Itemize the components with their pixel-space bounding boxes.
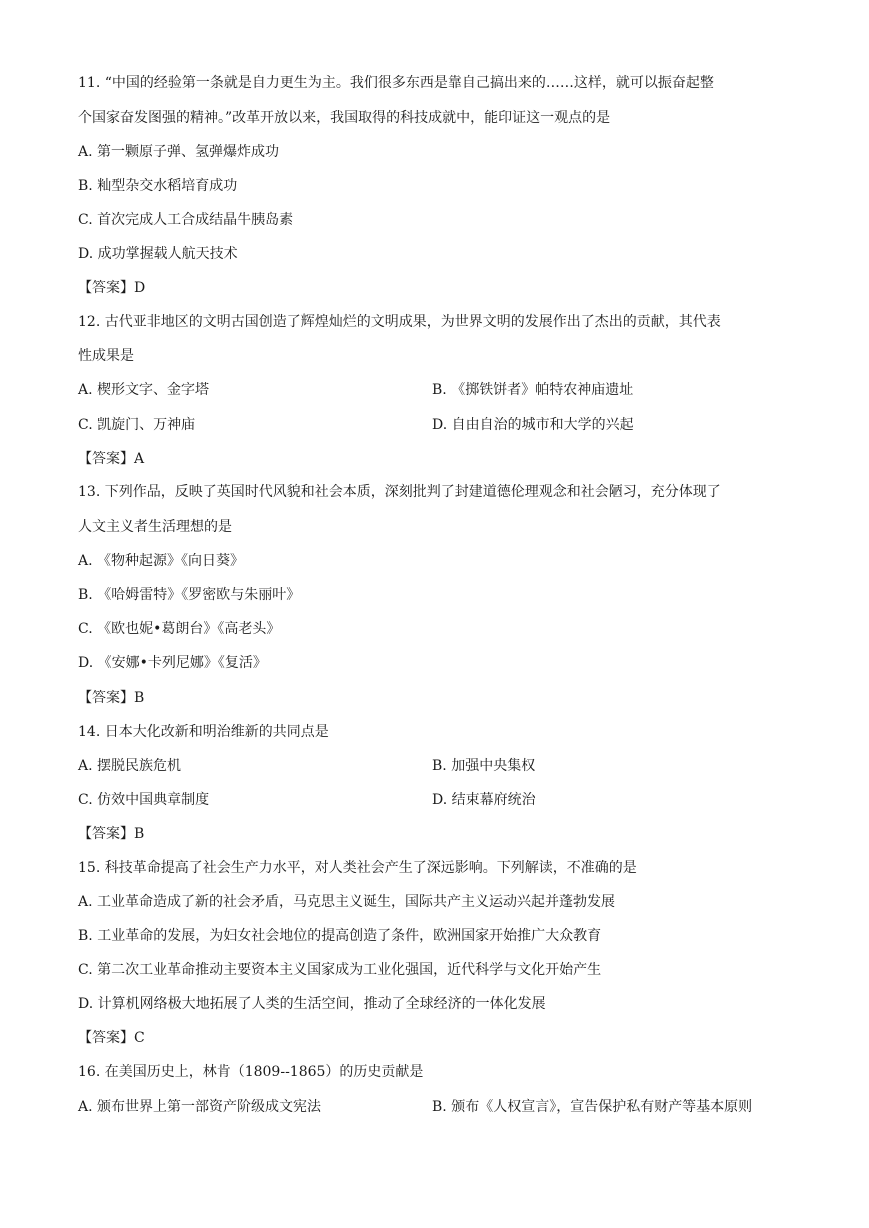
- q14-option-b: B. 加强中央集权: [432, 758, 536, 774]
- q12-option-a: A. 楔形文字、金字塔: [78, 382, 210, 398]
- q14-stem: 14. 日本大化改新和明治维新的共同点是: [78, 724, 329, 740]
- q12-option-b: B. 《掷铁饼者》帕特农神庙遗址: [432, 382, 634, 398]
- q11-stem-line-2: 个国家奋发图强的精神。”改革开放以来，我国取得的科技成就中，能印证这一观点的是: [78, 110, 611, 126]
- q13-option-c: C. 《欧也妮•葛朗台》《高老头》: [78, 621, 281, 637]
- q13-stem-line-1: 13. 下列作品，反映了英国时代风貌和社会本质，深刻批判了封建道德伦理观念和社会陋习，充分体现了: [78, 484, 721, 500]
- q12-option-c: C. 凯旋门、万神庙: [78, 417, 196, 433]
- q14-option-d: D. 结束幕府统治: [432, 792, 536, 808]
- q14-answer: 【答案】B: [78, 826, 145, 842]
- q11-stem-line-1: 11. “中国的经验第一条就是自力更生为主。我们很多东西是靠自己搞出来的……这样，就可以振奋起整: [78, 75, 714, 91]
- q12-option-d: D. 自由自治的城市和大学的兴起: [432, 417, 634, 433]
- q13-option-d: D. 《安娜•卡列尼娜》《复活》: [78, 655, 267, 671]
- q11-option-a: A. 第一颗原子弹、氢弹爆炸成功: [78, 144, 280, 160]
- q12-answer: 【答案】A: [78, 451, 145, 467]
- q15-option-d: D. 计算机网络极大地拓展了人类的生活空间，推动了全球经济的一体化发展: [78, 996, 546, 1012]
- q15-option-a: A. 工业革命造成了新的社会矛盾，马克思主义诞生，国际共产主义运动兴起并蓬勃发展: [78, 894, 616, 910]
- q16-option-a: A. 颁布世界上第一部资产阶级成文宪法: [78, 1099, 322, 1115]
- q13-stem-line-2: 人文主义者生活理想的是: [78, 519, 232, 535]
- q15-option-b: B. 工业革命的发展，为妇女社会地位的提高创造了条件，欧洲国家开始推广大众教育: [78, 928, 602, 944]
- q14-option-c: C. 仿效中国典章制度: [78, 792, 210, 808]
- q15-answer: 【答案】C: [78, 1030, 145, 1046]
- q12-stem-line-2: 性成果是: [78, 348, 134, 364]
- q13-option-b: B. 《哈姆雷特》《罗密欧与朱丽叶》: [78, 587, 301, 603]
- q15-stem: 15. 科技革命提高了社会生产力水平，对人类社会产生了深远影响。下列解读，不准确的是: [78, 860, 637, 876]
- q15-option-c: C. 第二次工业革命推动主要资本主义国家成为工业化强国，近代科学与文化开始产生: [78, 962, 602, 978]
- q14-option-a: A. 摆脱民族危机: [78, 758, 182, 774]
- q13-answer: 【答案】B: [78, 690, 145, 706]
- q11-option-c: C. 首次完成人工合成结晶牛胰岛素: [78, 212, 294, 228]
- q11-option-b: B. 籼型杂交水稻培育成功: [78, 178, 238, 194]
- q16-option-b: B. 颁布《人权宣言》，宣告保护私有财产等基本原则: [432, 1099, 753, 1115]
- q16-stem: 16. 在美国历史上，林肯（1809--1865）的历史贡献是: [78, 1064, 424, 1080]
- q11-option-d: D. 成功掌握载人航天技术: [78, 246, 238, 262]
- q13-option-a: A. 《物种起源》《向日葵》: [78, 553, 245, 569]
- q12-stem-line-1: 12. 古代亚非地区的文明古国创造了辉煌灿烂的文明成果，为世界文明的发展作出了杰出的贡献，其代表: [78, 314, 721, 330]
- q11-answer: 【答案】D: [78, 280, 146, 296]
